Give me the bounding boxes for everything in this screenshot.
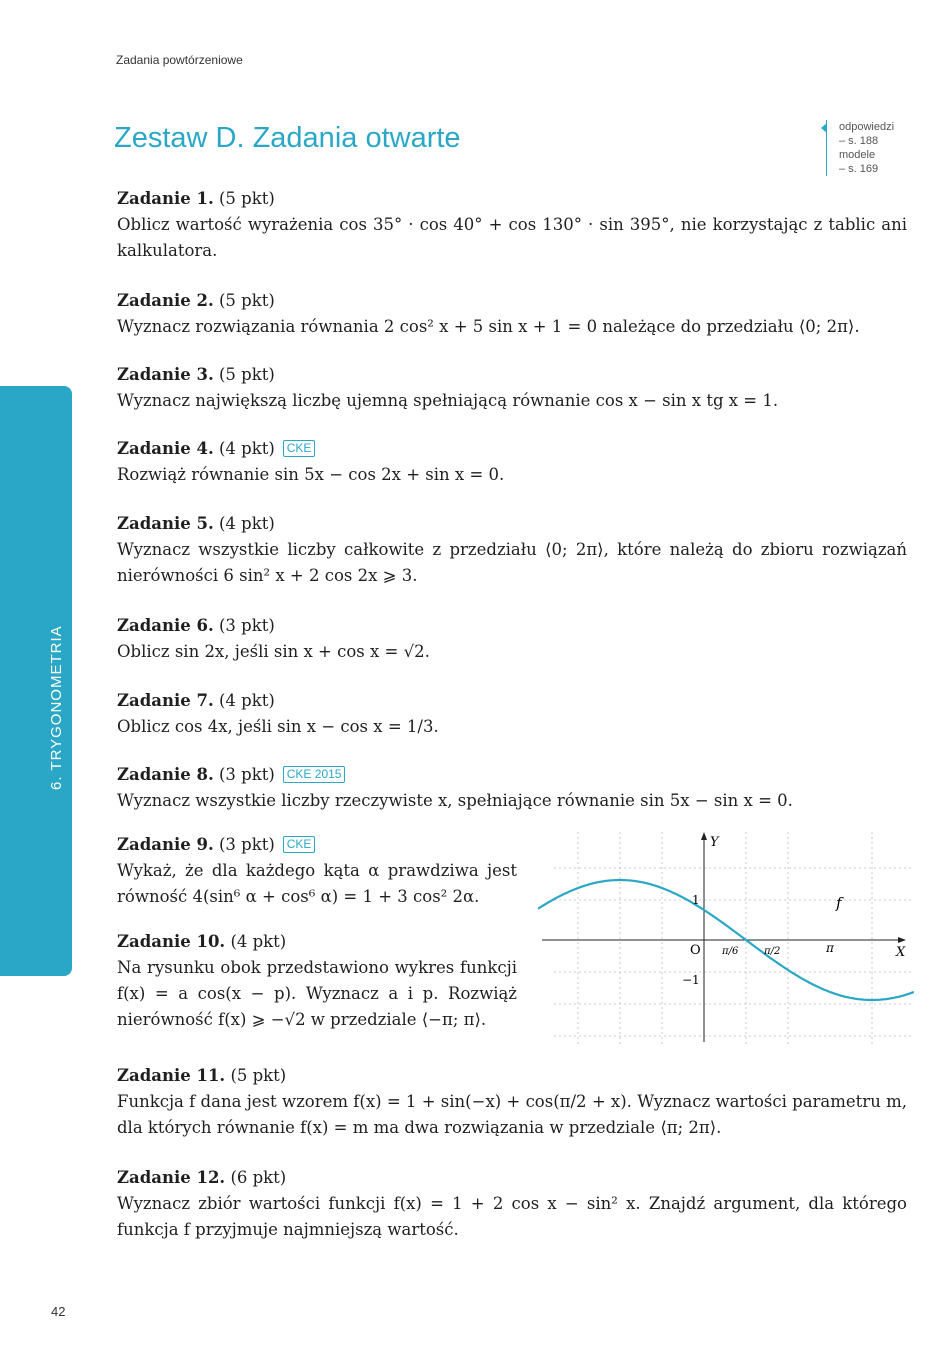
- task-label: Zadanie 12.: [117, 1168, 226, 1187]
- task-text: Oblicz wartość wyrażenia cos 35° · cos 40° + cos 130° · sin 395°, nie korzystając z tablic ani kalkulatora.: [117, 215, 907, 260]
- task-12: [117, 1165, 907, 1243]
- task-label: Zadanie 7.: [117, 691, 214, 710]
- side-note-line: – s. 169: [839, 163, 879, 175]
- task-label: Zadanie 11.: [117, 1066, 226, 1085]
- task-text: Wyznacz wszystkie liczby rzeczywiste x, spełniające równanie sin 5x − sin x = 0.: [117, 791, 793, 810]
- task-text: Oblicz cos 4x, jeśli sin x − cos x = 1/3.: [117, 717, 439, 736]
- curve-label: f: [836, 894, 842, 912]
- graph-grid: [554, 832, 914, 1044]
- chapter-side-tab-label: 6. TRYGONOMETRIA: [48, 625, 65, 790]
- x-axis-label: X: [896, 945, 906, 960]
- cke-badge: CKE 2015: [283, 766, 346, 783]
- task-points: (3 pkt): [218, 765, 275, 784]
- task-6: [117, 613, 907, 665]
- task-text: Wyznacz rozwiązania równania 2 cos² x + 5 sin x + 1 = 0 należące do przedziału ⟨0; 2π⟩.: [117, 317, 860, 336]
- task-text: Oblicz sin 2x, jeśli sin x + cos x = √2.: [117, 642, 430, 661]
- tick-label-minus-one: −1: [682, 973, 700, 987]
- triangle-marker-icon: [821, 123, 827, 133]
- task-label: Zadanie 3.: [117, 365, 214, 384]
- task-label: Zadanie 6.: [117, 616, 214, 635]
- running-header: Zadania powtórzeniowe: [116, 53, 243, 67]
- task-points: (3 pkt): [218, 835, 275, 854]
- task-label: Zadanie 1.: [117, 189, 214, 208]
- task-3: [117, 362, 907, 414]
- tick-label-pi-2: π/2: [764, 946, 781, 957]
- task-7: [117, 688, 907, 740]
- origin-label: O: [690, 943, 701, 958]
- side-note-line: odpowiedzi: [839, 121, 895, 133]
- task-5: [117, 511, 907, 589]
- task-text: Rozwiąż równanie sin 5x − cos 2x + sin x = 0.: [117, 465, 505, 484]
- task-label: Zadanie 5.: [117, 514, 214, 533]
- page-title: Zestaw D. Zadania otwarte: [114, 122, 461, 154]
- x-axis-arrow-icon: [898, 937, 906, 943]
- task-points: (3 pkt): [218, 616, 275, 635]
- task-text: Wyznacz wszystkie liczby całkowite z przedziału ⟨0; 2π⟩, które należą do zbioru rozwiązań nierówności 6 sin² x + 2 cos 2x ⩾ 3.: [117, 540, 907, 585]
- tick-label-pi-6: π/6: [722, 946, 739, 957]
- task-label: Zadanie 8.: [117, 765, 214, 784]
- task-label: Zadanie 10.: [117, 932, 226, 951]
- task-11: [117, 1063, 907, 1141]
- task-points: (5 pkt): [218, 291, 275, 310]
- task-text: Wyznacz największą liczbę ujemną spełniającą równanie cos x − sin x tg x = 1.: [117, 391, 779, 410]
- task-points: (5 pkt): [218, 365, 275, 384]
- side-note-line: modele: [839, 149, 876, 161]
- task-text: Wyznacz zbiór wartości funkcji f(x) = 1 + 2 cos x − sin² x. Znajdź argument, dla którego funkcja f przyjmuje najmniejszą wartość.: [117, 1194, 907, 1239]
- cke-badge: CKE: [283, 836, 316, 853]
- y-axis-label: Y: [710, 835, 719, 850]
- task-points: (4 pkt): [218, 439, 275, 458]
- cke-badge: CKE: [283, 440, 316, 457]
- task-9: [117, 832, 517, 910]
- function-graph: [538, 828, 914, 1044]
- task-text: Na rysunku obok przedstawiono wykres funkcji f(x) = a cos(x − p). Wyznacz a i p. Rozwiąż nierówność f(x) ⩾ −√2 w przedziale ⟨−π; π⟩.: [117, 958, 517, 1029]
- task-points: (6 pkt): [230, 1168, 287, 1187]
- tick-label-one: 1: [692, 893, 700, 907]
- task-label: Zadanie 2.: [117, 291, 214, 310]
- task-1: [117, 186, 907, 264]
- task-points: (5 pkt): [230, 1066, 287, 1085]
- task-text: Wykaż, że dla każdego kąta α prawdziwa jest równość 4(sin⁶ α + cos⁶ α) = 1 + 3 cos² 2α.: [117, 861, 517, 906]
- side-note-references: [826, 120, 894, 176]
- task-label: Zadanie 9.: [117, 835, 214, 854]
- task-label: Zadanie 4.: [117, 439, 214, 458]
- side-note-line: – s. 188: [839, 135, 879, 147]
- task-points: (4 pkt): [218, 514, 275, 533]
- tick-label-pi: π: [826, 941, 834, 955]
- task-points: (4 pkt): [218, 691, 275, 710]
- page-number: 42: [51, 1304, 66, 1319]
- task-8: [117, 762, 907, 814]
- task-points: (5 pkt): [218, 189, 275, 208]
- task-points: (4 pkt): [230, 932, 287, 951]
- y-axis-arrow-icon: [701, 832, 707, 840]
- task-10: [117, 929, 517, 1033]
- task-text: Funkcja f dana jest wzorem f(x) = 1 + sin(−x) + cos(π/2 + x). Wyznacz wartości parametru m, dla których równanie f(x) = m ma dwa rozwiązania w przedziale ⟨π; 2π⟩.: [117, 1092, 907, 1137]
- task-4: [117, 436, 907, 488]
- task-2: [117, 288, 907, 340]
